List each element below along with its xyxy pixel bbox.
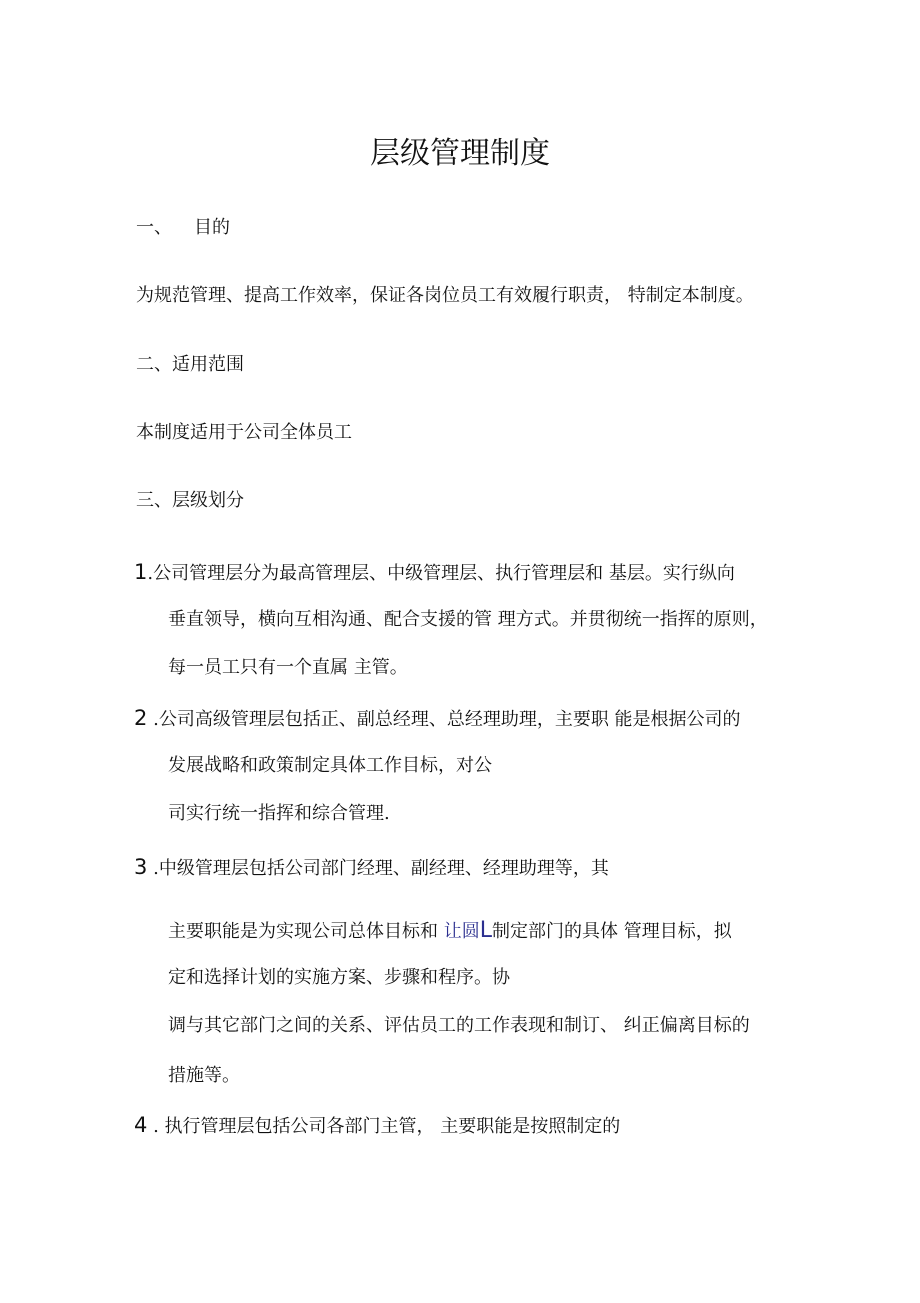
- item-1-text: .公司管理层分为最高管理层、中级管理层、执行管理层和 基层。实行纵向: [147, 563, 735, 584]
- item-3-text: .中级管理层包括公司部门经理、副经理、经理助理等，其: [147, 858, 609, 879]
- item-2-line-1: [134, 706, 741, 732]
- item-3-line-2-end: 制定部门的具体 管理目标，拟: [492, 921, 732, 942]
- item-1-line-1: [134, 560, 735, 586]
- section-2-heading: 二、适用范围: [136, 354, 244, 375]
- document-title: 层级管理制度: [370, 136, 550, 171]
- section-3-heading: 三、层级划分: [136, 490, 244, 511]
- item-3-number: 3: [134, 855, 148, 879]
- item-2-text: .公司高级管理层包括正、副总经理、总经理助理，主要职 能是根据公司的: [147, 709, 741, 730]
- section-1-title: 目的: [194, 217, 230, 238]
- item-4-text: . 执行管理层包括公司各部门主管， 主要职能是按照制定的: [147, 1116, 621, 1137]
- item-2-line-3: 司实行统一指挥和综合管理.: [168, 803, 390, 824]
- item-3-line-1: [134, 855, 609, 881]
- item-3-line-2: [168, 919, 732, 944]
- section-1-number: 一、: [136, 217, 172, 238]
- item-3-line-2-start: 主要职能是为实现公司总体目标和: [168, 921, 444, 942]
- item-1-line-3: 每一员工只有一个直属 主管。: [168, 657, 408, 678]
- item-3-line-3: 定和选择计划的实施方案、步骤和程序。协: [168, 967, 510, 988]
- section-2-body: 本制度适用于公司全体员工: [136, 422, 352, 443]
- item-3-line-5: 措施等。: [168, 1065, 240, 1086]
- item-3-highlight-text: 让圆: [443, 921, 480, 942]
- section-1-body: 为规范管理、提高工作效率，保证各岗位员工有效履行职责， 特制定本制度。: [136, 285, 754, 306]
- item-2-line-2: 发展战略和政策制定具体工作目标，对公: [168, 755, 492, 776]
- item-3-highlight-letter: L: [479, 918, 492, 943]
- item-3-line-4: 调与其它部门之间的关系、评估员工的工作表现和制订、 纠正偏离目标的: [168, 1015, 750, 1036]
- item-4-number: 4: [134, 1113, 148, 1137]
- item-2-number: 2: [134, 706, 148, 730]
- item-1-line-2: 垂直领导，横向互相沟通、配合支援的管 理方式。并贯彻统一指挥的原则，: [168, 609, 768, 630]
- item-4-line-1: [134, 1113, 620, 1139]
- section-1-heading: [136, 216, 230, 240]
- item-1-number: 1: [134, 560, 148, 584]
